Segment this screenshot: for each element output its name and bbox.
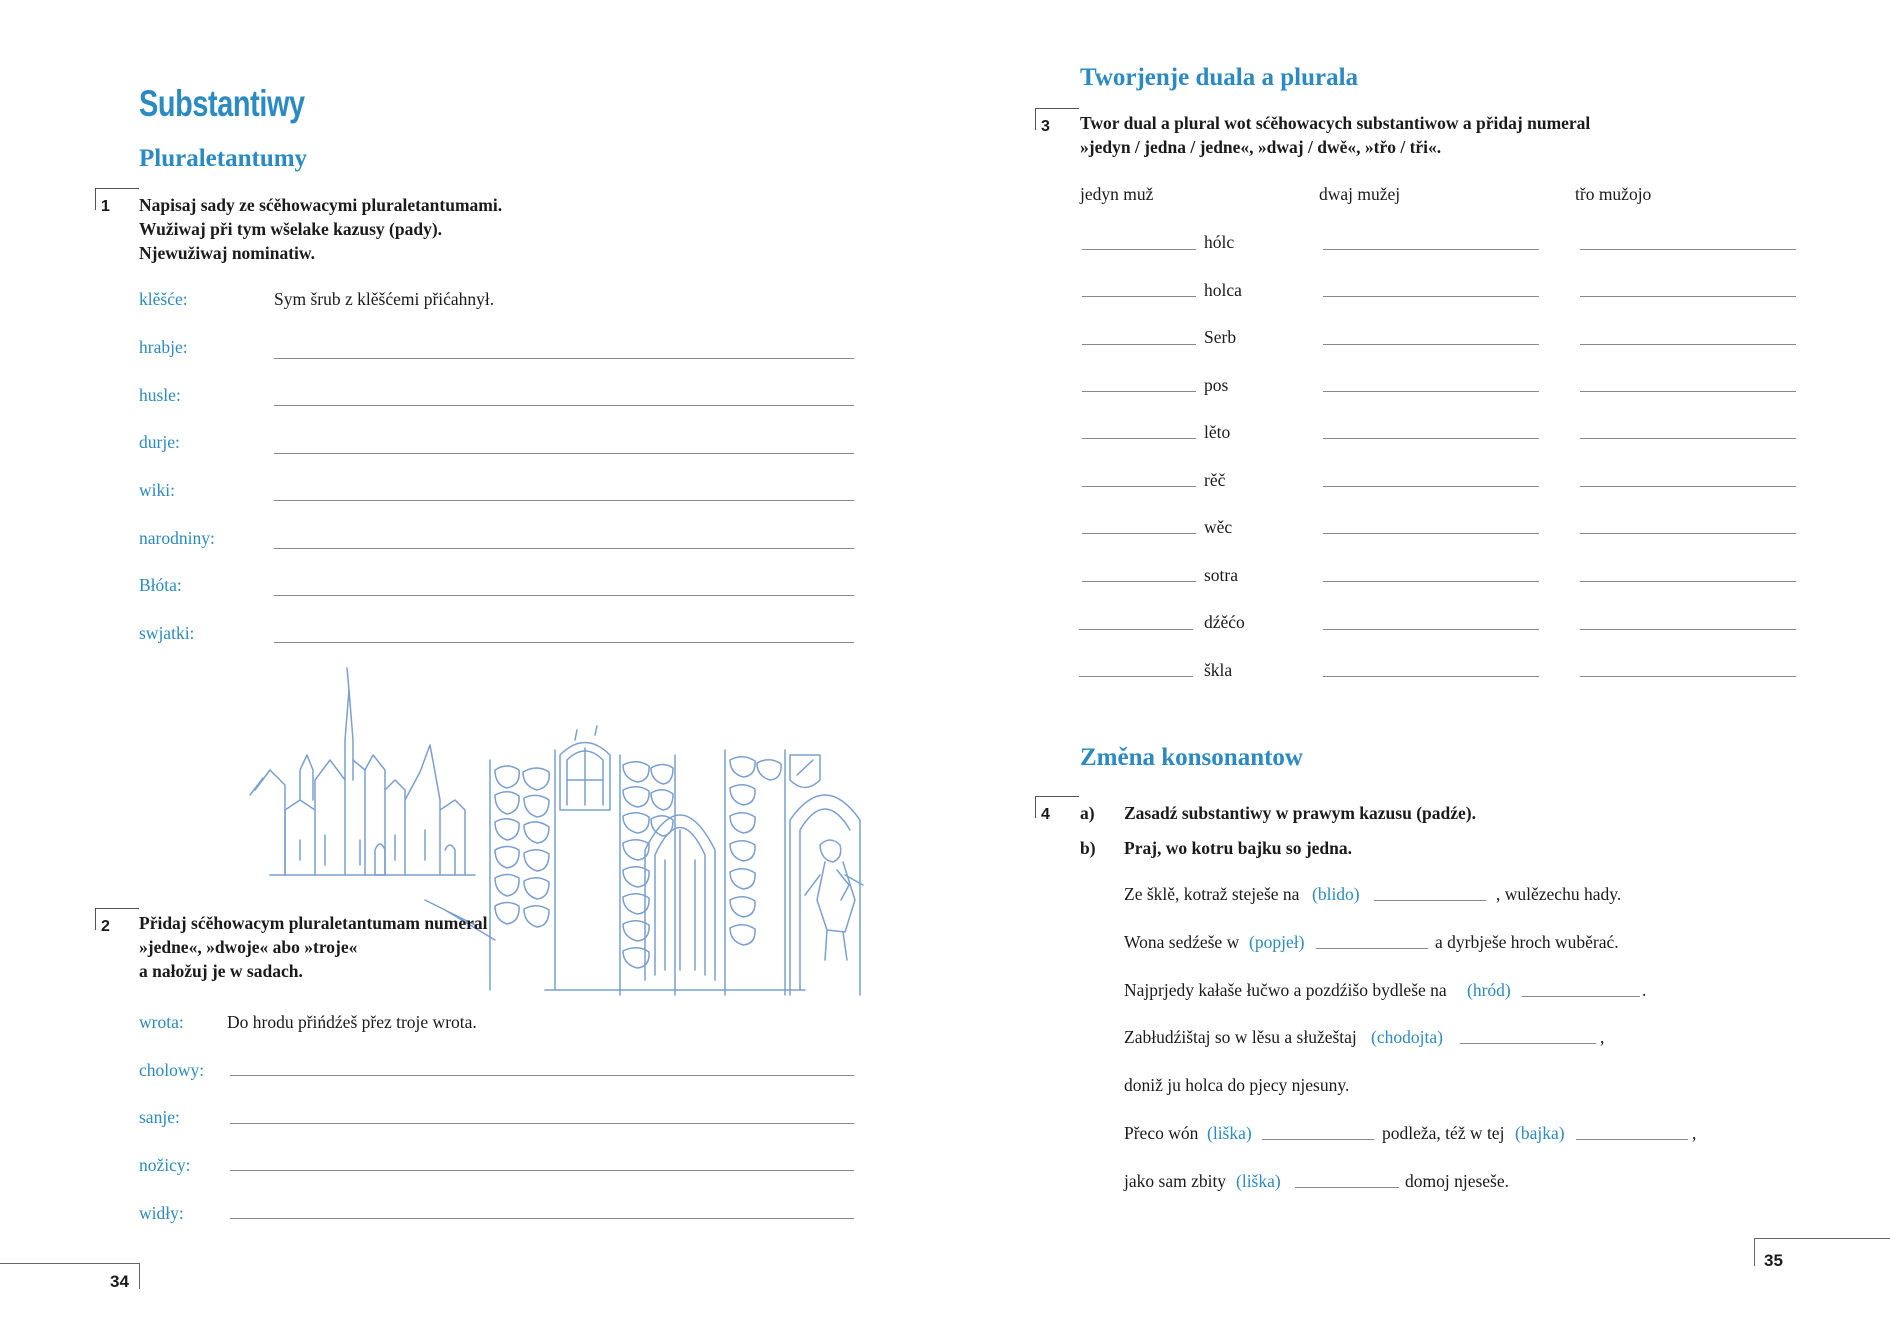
ex3-dual-line[interactable] — [1323, 296, 1539, 297]
ex3-dual-line[interactable] — [1323, 438, 1539, 439]
sentence-hint: (blido) — [1312, 884, 1360, 904]
ex1-label: klěšće: — [139, 289, 188, 309]
sentence-text: podleža, též w tej — [1382, 1123, 1505, 1143]
sentence-text: doniž ju holca do pjecy njesuny. — [1124, 1075, 1350, 1095]
ex3-plural-line[interactable] — [1580, 249, 1796, 250]
ex3-numeral-line[interactable] — [1082, 344, 1196, 345]
ex3-word: holca — [1204, 280, 1242, 300]
sentence-text: domoj njeseše. — [1405, 1171, 1510, 1191]
exercise-3-instruction: Twor dual a plural wot sćěhowacych substantiwow a přidaj numeral »jedyn / jedna / jedne«, »dwaj / dwě«, »třo / tři«. — [1080, 113, 1591, 157]
sentence-answer-line[interactable] — [1295, 1187, 1399, 1188]
ex3-plural-line[interactable] — [1580, 296, 1796, 297]
ex2-answer-line[interactable] — [230, 1218, 854, 1219]
ex3-numeral-line[interactable] — [1082, 581, 1196, 582]
ex1-answer-line[interactable] — [274, 453, 854, 454]
ex1-label: durje: — [139, 432, 180, 452]
ex3-dual-line[interactable] — [1323, 391, 1539, 392]
task-a-marker: a) — [1080, 803, 1095, 823]
ex3-plural-line[interactable] — [1580, 438, 1796, 439]
section-title-konsonanty: Změna konsonantow — [1080, 744, 1303, 771]
ex3-plural-line[interactable] — [1580, 533, 1796, 534]
sentence-answer-line[interactable] — [1262, 1139, 1374, 1140]
sentence-hint: (bajka) — [1515, 1123, 1565, 1143]
ex3-plural-line[interactable] — [1580, 344, 1796, 345]
ex2-example-answer: Do hrodu přińdźeš přez troje wrota. — [227, 1012, 477, 1032]
ex1-answer-line[interactable] — [274, 595, 854, 596]
ex3-dual-line[interactable] — [1323, 486, 1539, 487]
sentence-answer-line[interactable] — [1316, 948, 1428, 949]
sentence-hint: (hród) — [1467, 980, 1511, 1000]
ex1-label: Błóta: — [139, 575, 182, 595]
ex3-dual-line[interactable] — [1323, 249, 1539, 250]
section-title-dual-plural: Tworjenje duala a plurala — [1080, 64, 1359, 91]
task-b-marker: b) — [1080, 838, 1096, 858]
ex1-label: wiki: — [139, 480, 175, 500]
sentence-answer-line[interactable] — [1374, 900, 1486, 901]
ex2-label: widły: — [139, 1203, 184, 1223]
ex2-answer-line[interactable] — [230, 1170, 854, 1171]
sentence-text: Najprjedy kałaše łučwo a pozdźišo bydleše na — [1124, 980, 1447, 1000]
sentence-answer-line[interactable] — [1460, 1043, 1596, 1044]
task-b-instruction: Praj, wo kotru bajku so jedna. — [1124, 838, 1353, 858]
ex2-label: nožicy: — [139, 1155, 191, 1175]
sentence-text: Wona sedźeše w — [1124, 932, 1240, 952]
ex1-answer-line[interactable] — [274, 358, 854, 359]
ex3-numeral-line[interactable] — [1082, 486, 1196, 487]
ex3-dual-line[interactable] — [1323, 581, 1539, 582]
ex3-dual-line[interactable] — [1323, 676, 1539, 677]
ex2-label: wrota: — [139, 1012, 184, 1032]
ex3-dual-line[interactable] — [1323, 629, 1539, 630]
ex3-word: dźěćo — [1204, 612, 1245, 632]
sentence-text: Přeco wón — [1124, 1123, 1199, 1143]
page-number-right: 35 — [1764, 1251, 1783, 1270]
column-header-plural: třo mužojo — [1575, 184, 1652, 204]
sentence-answer-line[interactable] — [1576, 1139, 1688, 1140]
sentence-text: , — [1600, 1027, 1605, 1047]
sentence-hint: (chodojta) — [1371, 1027, 1443, 1047]
task-a-instruction: Zasadź substantiwy w prawym kazusu (padźe). — [1124, 803, 1476, 823]
ex1-answer-line[interactable] — [274, 642, 854, 643]
column-header-dual: dwaj mužej — [1319, 184, 1401, 204]
ex3-numeral-line[interactable] — [1082, 438, 1196, 439]
ex2-answer-line[interactable] — [230, 1123, 854, 1124]
ex3-numeral-line[interactable] — [1082, 391, 1196, 392]
ex3-numeral-line[interactable] — [1082, 249, 1196, 250]
ex3-plural-line[interactable] — [1580, 486, 1796, 487]
ex1-answer-line[interactable] — [274, 500, 854, 501]
ex3-word: rěč — [1204, 470, 1226, 490]
page-number-left: 34 — [110, 1272, 129, 1291]
ex1-label: narodniny: — [139, 528, 215, 548]
ex3-plural-line[interactable] — [1580, 581, 1796, 582]
exercise-2-number: 2 — [101, 918, 110, 935]
ex1-answer-line[interactable] — [274, 405, 854, 406]
ex3-plural-line[interactable] — [1580, 629, 1796, 630]
ex3-plural-line[interactable] — [1580, 391, 1796, 392]
section-title-pluraletantumy: Pluraletantumy — [139, 145, 308, 172]
ex2-label: sanje: — [139, 1107, 180, 1127]
sentence-text: . — [1642, 980, 1647, 1000]
sentence-text: Ze šklě, kotraž steješe na — [1124, 884, 1300, 904]
sentence-text: , — [1692, 1123, 1697, 1143]
column-header-singular: jedyn muž — [1080, 184, 1154, 204]
ex1-label: hrabje: — [139, 337, 188, 357]
exercise-1-instruction: Napisaj sady ze sćěhowacymi pluraletantumami. Wužiwaj při tym wšelake kazusy (pady). Njewužiwaj nominatiw. — [139, 195, 503, 263]
ex2-label: cholowy: — [139, 1060, 205, 1080]
ex3-word: škla — [1204, 660, 1233, 680]
sentence-hint: (liška) — [1236, 1171, 1281, 1191]
ex3-word: wěc — [1204, 517, 1233, 537]
ex3-word: lěto — [1204, 422, 1231, 442]
exercise-2-instruction: Přidaj sćěhowacym pluraletantumam numeral »jedne«, »dwoje« abo »troje« a nałožuj je w sadach. — [139, 913, 488, 981]
sentence-text: jako sam zbity — [1124, 1171, 1227, 1191]
sentence-answer-line[interactable] — [1522, 996, 1640, 997]
sentence-text: a dyrbješe hroch wuběrać. — [1435, 932, 1619, 952]
ex3-numeral-line[interactable] — [1082, 296, 1196, 297]
sentence-hint: (popjeł) — [1249, 932, 1305, 952]
ex3-dual-line[interactable] — [1323, 344, 1539, 345]
ex3-word: pos — [1204, 375, 1229, 395]
sentence-hint: (liška) — [1207, 1123, 1252, 1143]
ex3-numeral-line[interactable] — [1082, 533, 1196, 534]
ex1-answer-line[interactable] — [274, 548, 854, 549]
ex3-dual-line[interactable] — [1323, 533, 1539, 534]
exercise-3-number: 3 — [1041, 118, 1050, 135]
page-title: Substantiwy — [139, 83, 305, 124]
ex1-example-answer: Sym šrub z klěšćemi přićahnył. — [274, 289, 495, 309]
ex3-plural-line[interactable] — [1580, 676, 1796, 677]
ex3-numeral-line[interactable] — [1079, 629, 1193, 630]
ex1-label: swjatki: — [139, 623, 195, 643]
ex3-word: hólc — [1204, 232, 1235, 252]
ex3-word: sotra — [1204, 565, 1239, 585]
ex2-answer-line[interactable] — [230, 1075, 854, 1076]
exercise-1-number: 1 — [101, 198, 110, 215]
exercise-4-number: 4 — [1041, 806, 1050, 823]
sentence-text: , wulězechu hady. — [1496, 884, 1622, 904]
ex3-numeral-line[interactable] — [1079, 676, 1193, 677]
sentence-text: Zabłudźištaj so w lěsu a słužeštaj — [1124, 1027, 1357, 1047]
ex3-word: Serb — [1204, 327, 1237, 347]
ex1-label: husle: — [139, 385, 181, 405]
